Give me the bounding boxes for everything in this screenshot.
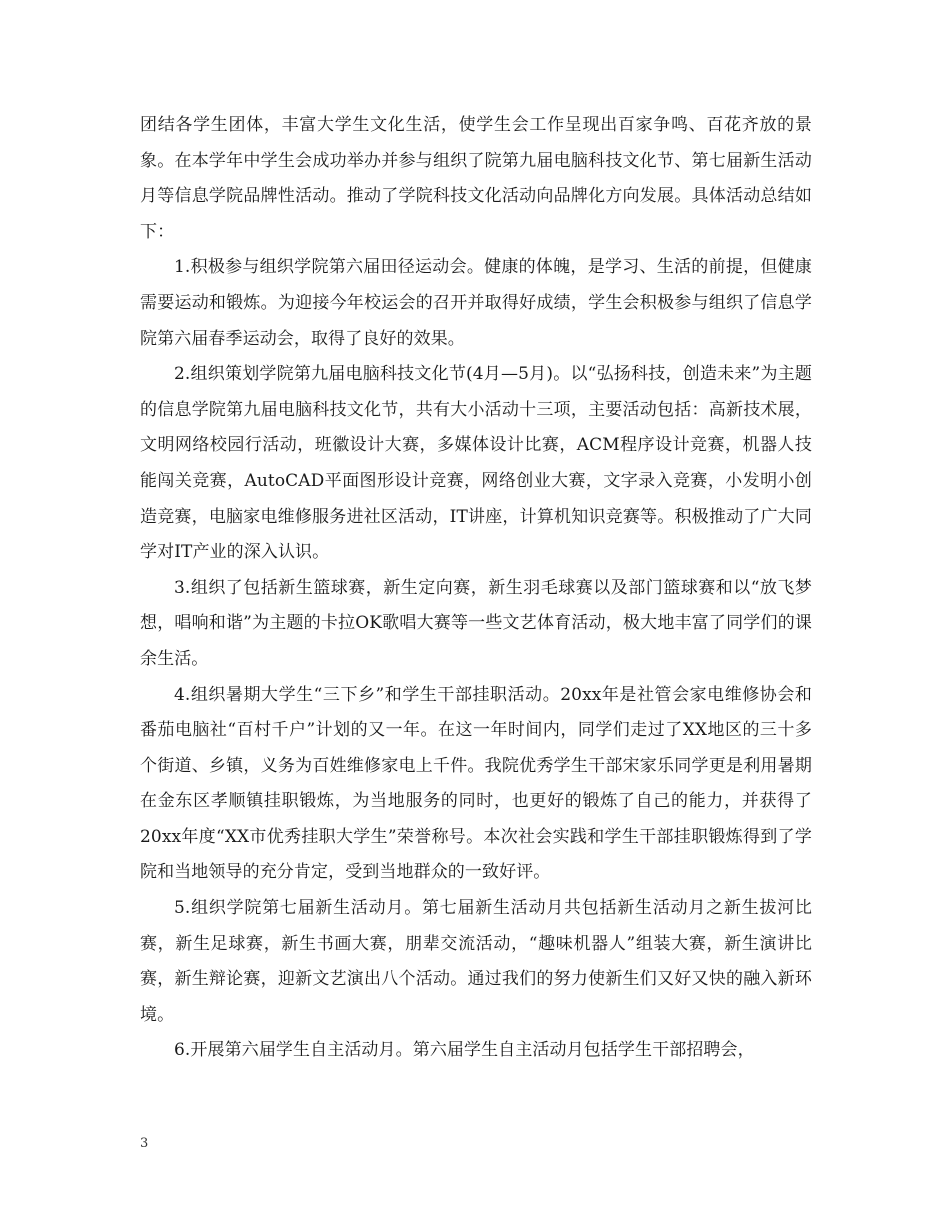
paragraph-item-3: 3.组织了包括新生篮球赛，新生定向赛，新生羽毛球赛以及部门篮球赛和以“放飞梦想，唱响和谐”为主题的卡拉OK歌唱大赛等一些文艺体育活动，极大地丰富了同学们的课余生活。 (140, 577, 812, 669)
page-number: 3 (140, 1136, 149, 1151)
document-body (140, 108, 812, 1069)
paragraph-item-6: 6.开展第六届学生自主活动月。第六届学生自主活动月包括学生干部招聘会， (174, 1040, 755, 1061)
paragraph-intro: 团结各学生团体，丰富大学生文化生活，使学生会工作呈现出百家争鸣、百花齐放的景象。在本学年中学生会成功举办并参与组织了院第九届电脑科技文化节、第七届新生活动月等信息学院品牌性活动。推动了学院科技文化活动向品牌化方向发展。具体活动总结如下： (140, 115, 812, 242)
paragraph-item-1: 1.积极参与组织学院第六届田径运动会。健康的体魄，是学习、生活的前提，但健康需要运动和锻炼。为迎接今年校运会的召开并取得好成绩，学生会积极参与组织了信息学院第六届春季运动会，取得了良好的效果。 (140, 257, 812, 349)
paragraph-item-5: 5.组织学院第七届新生活动月。第七届新生活动月共包括新生活动月之新生拔河比赛，新生足球赛，新生书画大赛，朋辈交流活动，“趣味机器人”组装大赛，新生演讲比赛，新生辩论赛，迎新文艺演出八个活动。通过我们的努力使新生们又好又快的融入新环境。 (140, 898, 812, 1025)
paragraph-item-4: 4.组织暑期大学生“三下乡”和学生干部挂职活动。20xx年是社管会家电维修协会和番茄电脑社“百村千户”计划的又一年。在这一年时间内，同学们走过了XX地区的三十多个街道、乡镇，义务为百姓维修家电上千件。我院优秀学生干部宋家乐同学更是利用暑期在金东区孝顺镇挂职锻炼，为当地服务的同时，也更好的锻炼了自己的能力，并获得了20xx年度“XX市优秀挂职大学生”荣誉称号。本次社会实践和学生干部挂职锻炼得到了学院和当地领导的充分肯定，受到当地群众的一致好评。 (140, 684, 812, 883)
paragraph-item-2: 2.组织策划学院第九届电脑科技文化节(4月—5月)。以“弘扬科技，创造未来”为主题的信息学院第九届电脑科技文化节，共有大小活动十三项，主要活动包括：高新技术展，文明网络校园行活动，班徽设计大赛，多媒体设计比赛，ACM程序设计竞赛，机器人技能闯关竞赛，AutoCAD平面图形设计竞赛，网络创业大赛，文字录入竞赛，小发明小创造竞赛，电脑家电维修服务进社区活动，IT讲座，计算机知识竞赛等。积极推动了广大同学对IT产业的深入认识。 (140, 364, 812, 563)
